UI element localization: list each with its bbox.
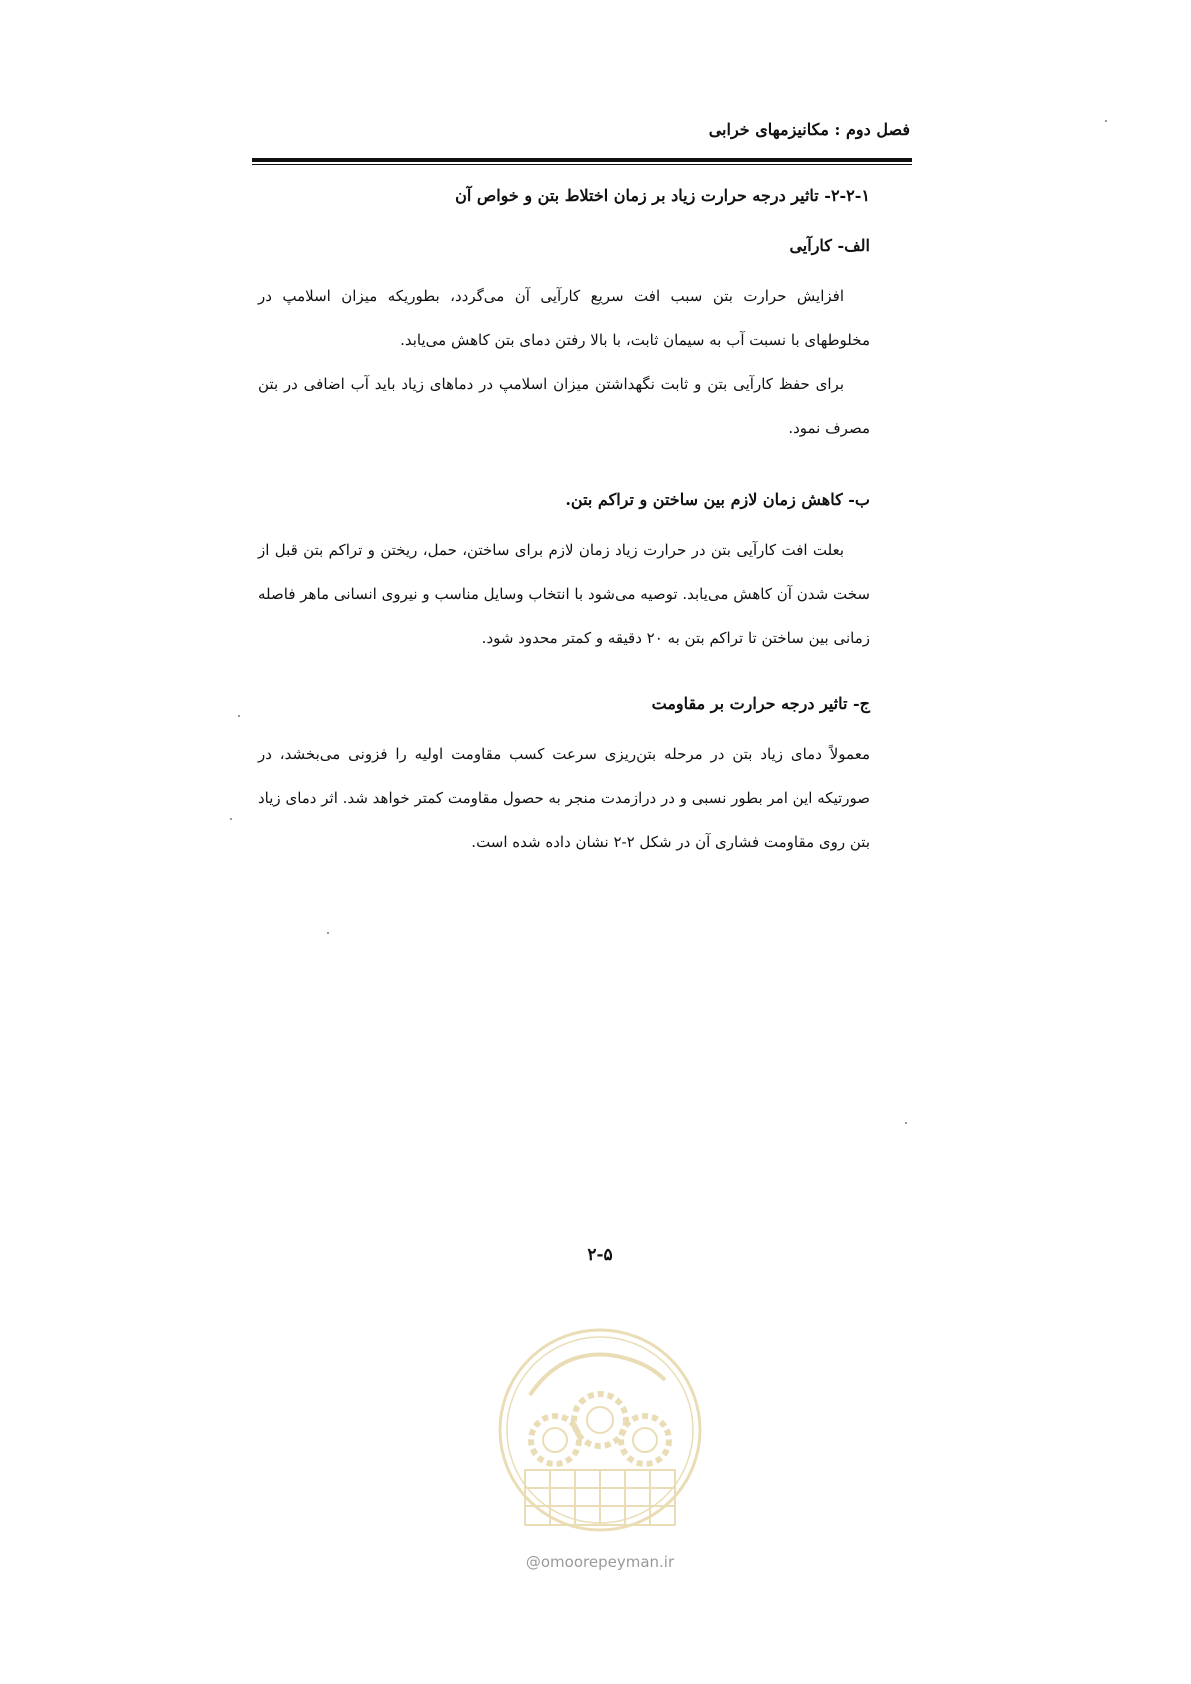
paragraph: برای حفظ کارآیی بتن و ثابت نگهداشتن میزان اسلامپ در دماهای زیاد باید آب اضافی در بتن مصرف نمود. xyxy=(258,375,870,437)
paragraph: افزایش حرارت بتن سبب افت سریع کارآیی آن می‌گردد، بطوریکه میزان اسلامپ در مخلوطهای با نسبت آب به سیمان ثابت، با بالا رفتن دمای بتن کاهش می‌یابد. xyxy=(258,287,870,349)
subsection-heading-b: ب- کاهش زمان لازم بین ساختن و تراکم بتن. xyxy=(565,490,870,509)
page-content xyxy=(258,182,870,864)
scan-speck xyxy=(327,932,329,934)
section-title: ۲-۲-۱- تاثیر درجه حرارت زیاد بر زمان اختلاط بتن و خواص آن xyxy=(455,186,870,205)
scan-speck xyxy=(1105,120,1107,122)
watermark-website: @omoorepeyman.ir xyxy=(525,1553,675,1571)
subsection-heading-a: الف- کارآیی xyxy=(789,236,870,255)
chapter-header: فصل دوم : مکانیزمهای خرابی xyxy=(708,120,910,139)
spacer xyxy=(258,450,870,486)
scan-speck xyxy=(905,1122,907,1124)
paragraph: بعلت افت کارآیی بتن در حرارت زیاد زمان لازم برای ساختن، حمل، ریختن و تراکم بتن قبل از سخت شدن آن کاهش می‌یابد. توصیه می‌شود با انتخاب وسایل مناسب و نیروی انسانی ماهر فاصله زمانی بین ساختن تا تراکم بتن به ۲۰ دقیقه و کمتر محدود شود. xyxy=(258,541,870,647)
header-rule-thin xyxy=(252,164,912,165)
paragraph: معمولاً دمای زیاد بتن در مرحله بتن‌ریزی سرعت کسب مقاومت اولیه را فزونی می‌بخشد، در صورتیکه این امر بطور نسبی و در درازمدت منجر به حصول مقاومت کمتر خواهد شد. اثر دمای زیاد بتن روی مقاومت فشاری آن در شکل ۲-۲ نشان داده شده است. xyxy=(258,745,870,851)
page-number: ۲-۵ xyxy=(587,1245,613,1265)
spacer xyxy=(258,660,870,690)
watermark-swoosh xyxy=(530,1355,665,1396)
gear-icon xyxy=(531,1394,669,1464)
header-rule xyxy=(252,158,912,168)
scan-speck xyxy=(238,715,240,717)
header-rule-thick xyxy=(252,158,912,162)
subsection-heading-c: ج- تاثیر درجه حرارت بر مقاومت xyxy=(651,694,870,713)
scan-speck xyxy=(230,818,232,820)
